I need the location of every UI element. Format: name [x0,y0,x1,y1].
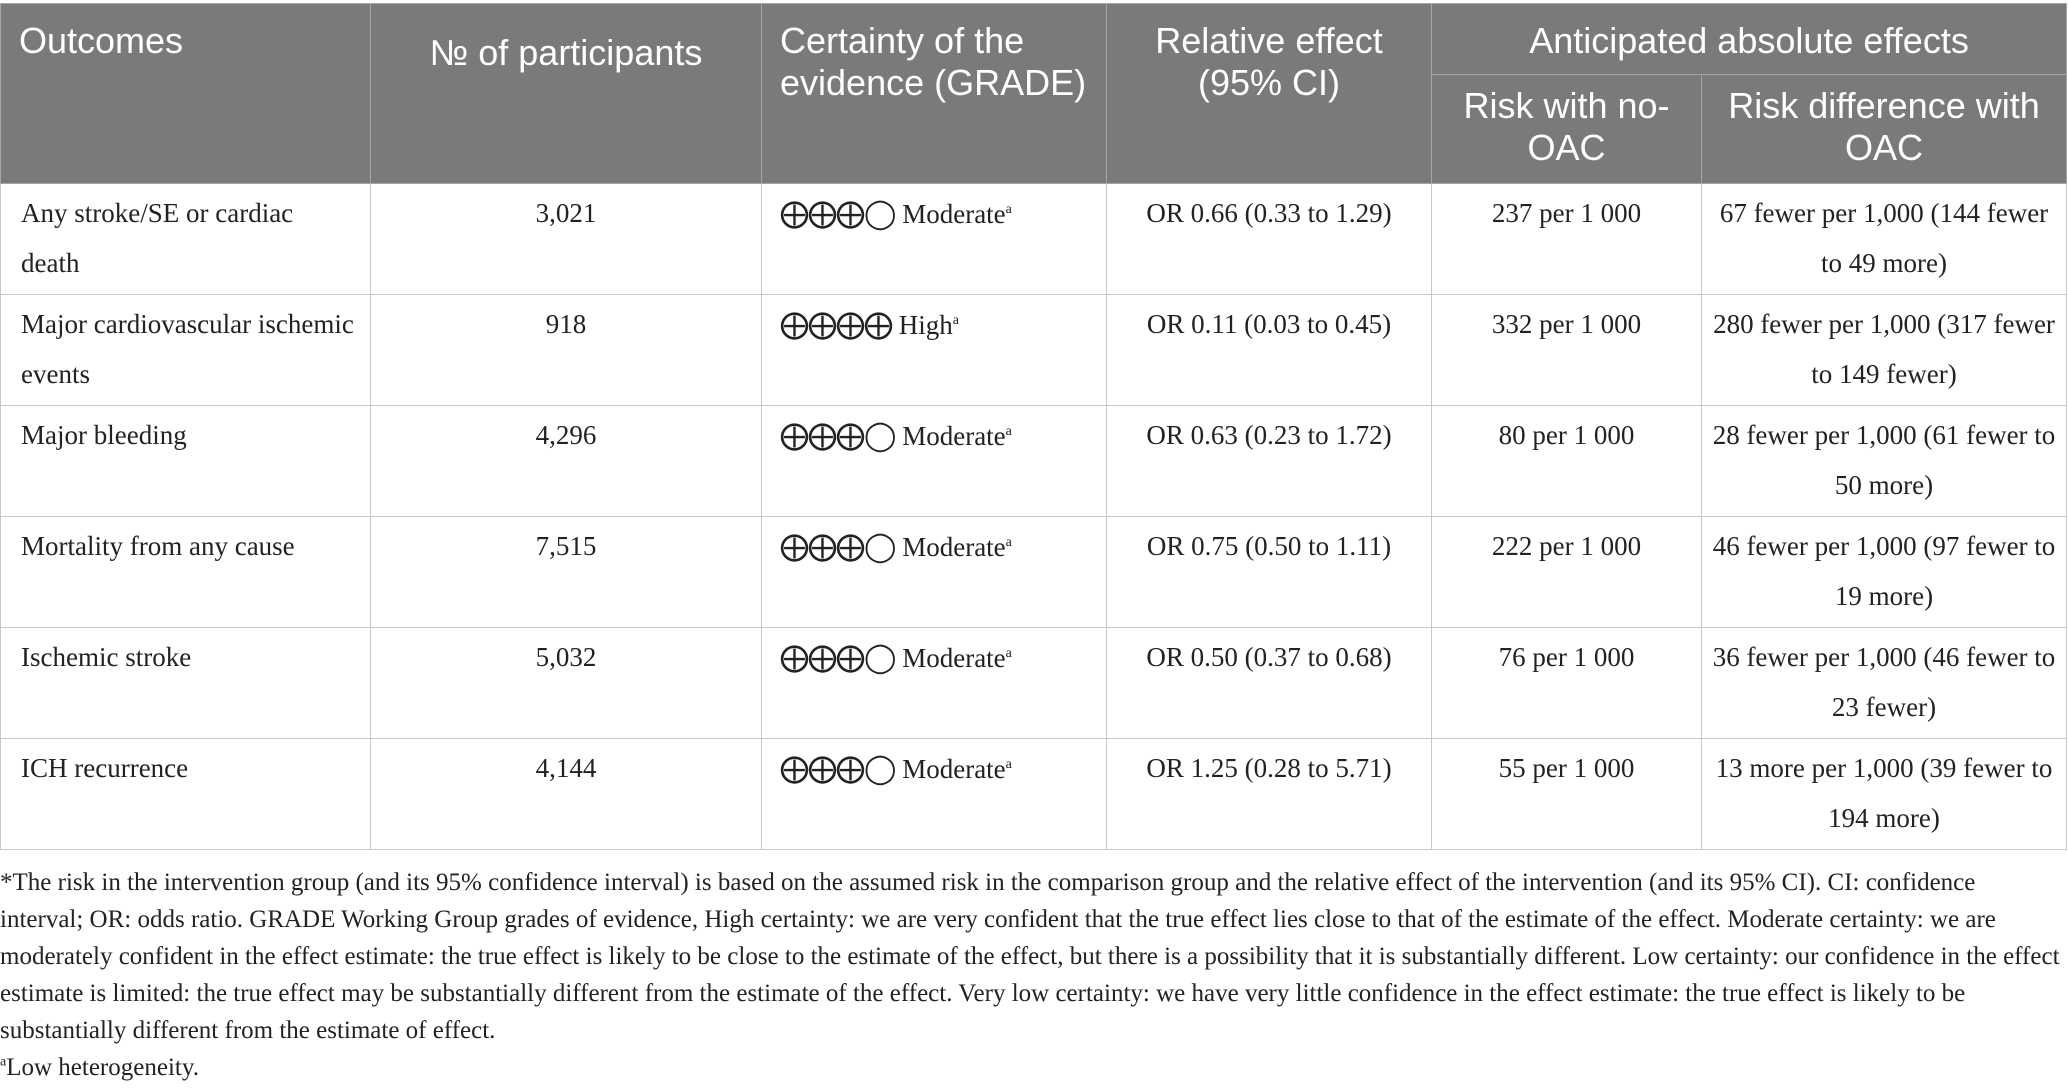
header-outcomes: Outcomes [1,4,371,184]
cell-relative-effect: OR 0.66 (0.33 to 1.29) [1107,184,1432,295]
certainty-symbols-icon: ⨁⨁⨁◯ [780,640,896,674]
cell-relative-effect: OR 0.75 (0.50 to 1.11) [1107,517,1432,628]
table-row [1,295,2067,406]
cell-certainty [762,184,1107,295]
cell-outcome: Major cardiovascular ischemic events [1,295,371,406]
cell-outcome: ICH recurrence [1,739,371,850]
footnote-marker: a [0,1054,7,1070]
certainty-symbols-icon: ⨁⨁⨁◯ [780,418,896,452]
cell-risk-difference: 67 fewer per 1,000 (144 fewer to 49 more) [1702,184,2067,295]
grade-evidence-table [0,3,2067,850]
cell-participants: 918 [371,295,762,406]
table-row [1,628,2067,739]
footnote-superscript-a [0,1049,2060,1086]
cell-risk-difference: 46 fewer per 1,000 (97 fewer to 19 more) [1702,517,2067,628]
cell-relative-effect: OR 0.63 (0.23 to 1.72) [1107,406,1432,517]
certainty-symbols-icon: ⨁⨁⨁◯ [780,196,896,230]
header-certainty: Certainty of the evidence (GRADE) [762,4,1107,184]
table-header [1,4,2067,184]
cell-participants: 7,515 [371,517,762,628]
cell-risk-difference: 280 fewer per 1,000 (317 fewer to 149 fewer) [1702,295,2067,406]
cell-participants: 4,296 [371,406,762,517]
table-row [1,739,2067,850]
certainty-footnote-marker: a [1005,535,1012,550]
cell-certainty [762,628,1107,739]
cell-participants: 3,021 [371,184,762,295]
cell-outcome: Any stroke/SE or cardiac death [1,184,371,295]
certainty-footnote-marker: a [1005,424,1012,439]
cell-outcome: Mortality from any cause [1,517,371,628]
certainty-symbols-icon: ⨁⨁⨁◯ [780,751,896,785]
cell-risk-no-oac: 222 per 1 000 [1432,517,1702,628]
table-row [1,184,2067,295]
cell-relative-effect: OR 0.50 (0.37 to 0.68) [1107,628,1432,739]
footnote-sup-text: Low heterogeneity. [6,1054,199,1081]
cell-certainty [762,739,1107,850]
certainty-footnote-marker: a [1005,757,1012,772]
table-body [1,184,2067,850]
cell-certainty [762,295,1107,406]
table-footnotes [0,864,2060,1086]
cell-risk-difference: 28 fewer per 1,000 (61 fewer to 50 more) [1702,406,2067,517]
cell-outcome: Ischemic stroke [1,628,371,739]
table-row [1,517,2067,628]
cell-relative-effect: OR 1.25 (0.28 to 5.71) [1107,739,1432,850]
header-anticipated-absolute-effects: Anticipated absolute effects [1432,4,2067,75]
cell-risk-no-oac: 332 per 1 000 [1432,295,1702,406]
certainty-symbols-icon: ⨁⨁⨁◯ [780,529,896,563]
cell-risk-difference: 36 fewer per 1,000 (46 fewer to 23 fewer) [1702,628,2067,739]
certainty-label: Moderate [902,754,1006,784]
cell-outcome: Major bleeding [1,406,371,517]
table-row [1,406,2067,517]
certainty-symbols-icon: ⨁⨁⨁⨁ [780,307,892,341]
header-relative-effect: Relative effect (95% CI) [1107,4,1432,184]
footnote-main: *The risk in the intervention group (and its 95% confidence interval) is based on the assumed risk in the comparison group and the relative effect of the intervention (and its 95% CI). CI: confidence interval; OR: odds ratio. GRADE Working Group grades of evidence, High certainty: we are very confident that the true effect lies close to that of the estimate of the effect. Moderate certainty: we are moderately confident in the effect estimate: the true effect is likely to be close to the estimate of the effect, but there is a possibility that it is substantially different. Low certainty: our confidence in the effect estimate is limited: the true effect may be substantially different from the estimate of the effect. Very low certainty: we have very little confidence in the effect estimate: the true effect is likely to be substantially different from the estimate of effect. [0,869,2060,1044]
cell-participants: 4,144 [371,739,762,850]
cell-relative-effect: OR 0.11 (0.03 to 0.45) [1107,295,1432,406]
header-participants: № of participants [371,4,762,184]
cell-risk-difference: 13 more per 1,000 (39 fewer to 194 more) [1702,739,2067,850]
cell-certainty [762,517,1107,628]
certainty-label: Moderate [902,532,1006,562]
cell-risk-no-oac: 80 per 1 000 [1432,406,1702,517]
certainty-footnote-marker: a [952,313,959,328]
cell-risk-no-oac: 76 per 1 000 [1432,628,1702,739]
certainty-label: Moderate [902,199,1006,229]
certainty-label: Moderate [902,421,1006,451]
cell-certainty [762,406,1107,517]
certainty-label: High [898,310,953,340]
header-risk-no-oac: Risk with no-OAC [1432,75,1702,184]
certainty-footnote-marker: a [1005,646,1012,661]
cell-participants: 5,032 [371,628,762,739]
header-risk-difference: Risk difference with OAC [1702,75,2067,184]
evidence-table-container [0,3,2066,850]
certainty-footnote-marker: a [1005,202,1012,217]
certainty-label: Moderate [902,643,1006,673]
cell-risk-no-oac: 55 per 1 000 [1432,739,1702,850]
cell-risk-no-oac: 237 per 1 000 [1432,184,1702,295]
